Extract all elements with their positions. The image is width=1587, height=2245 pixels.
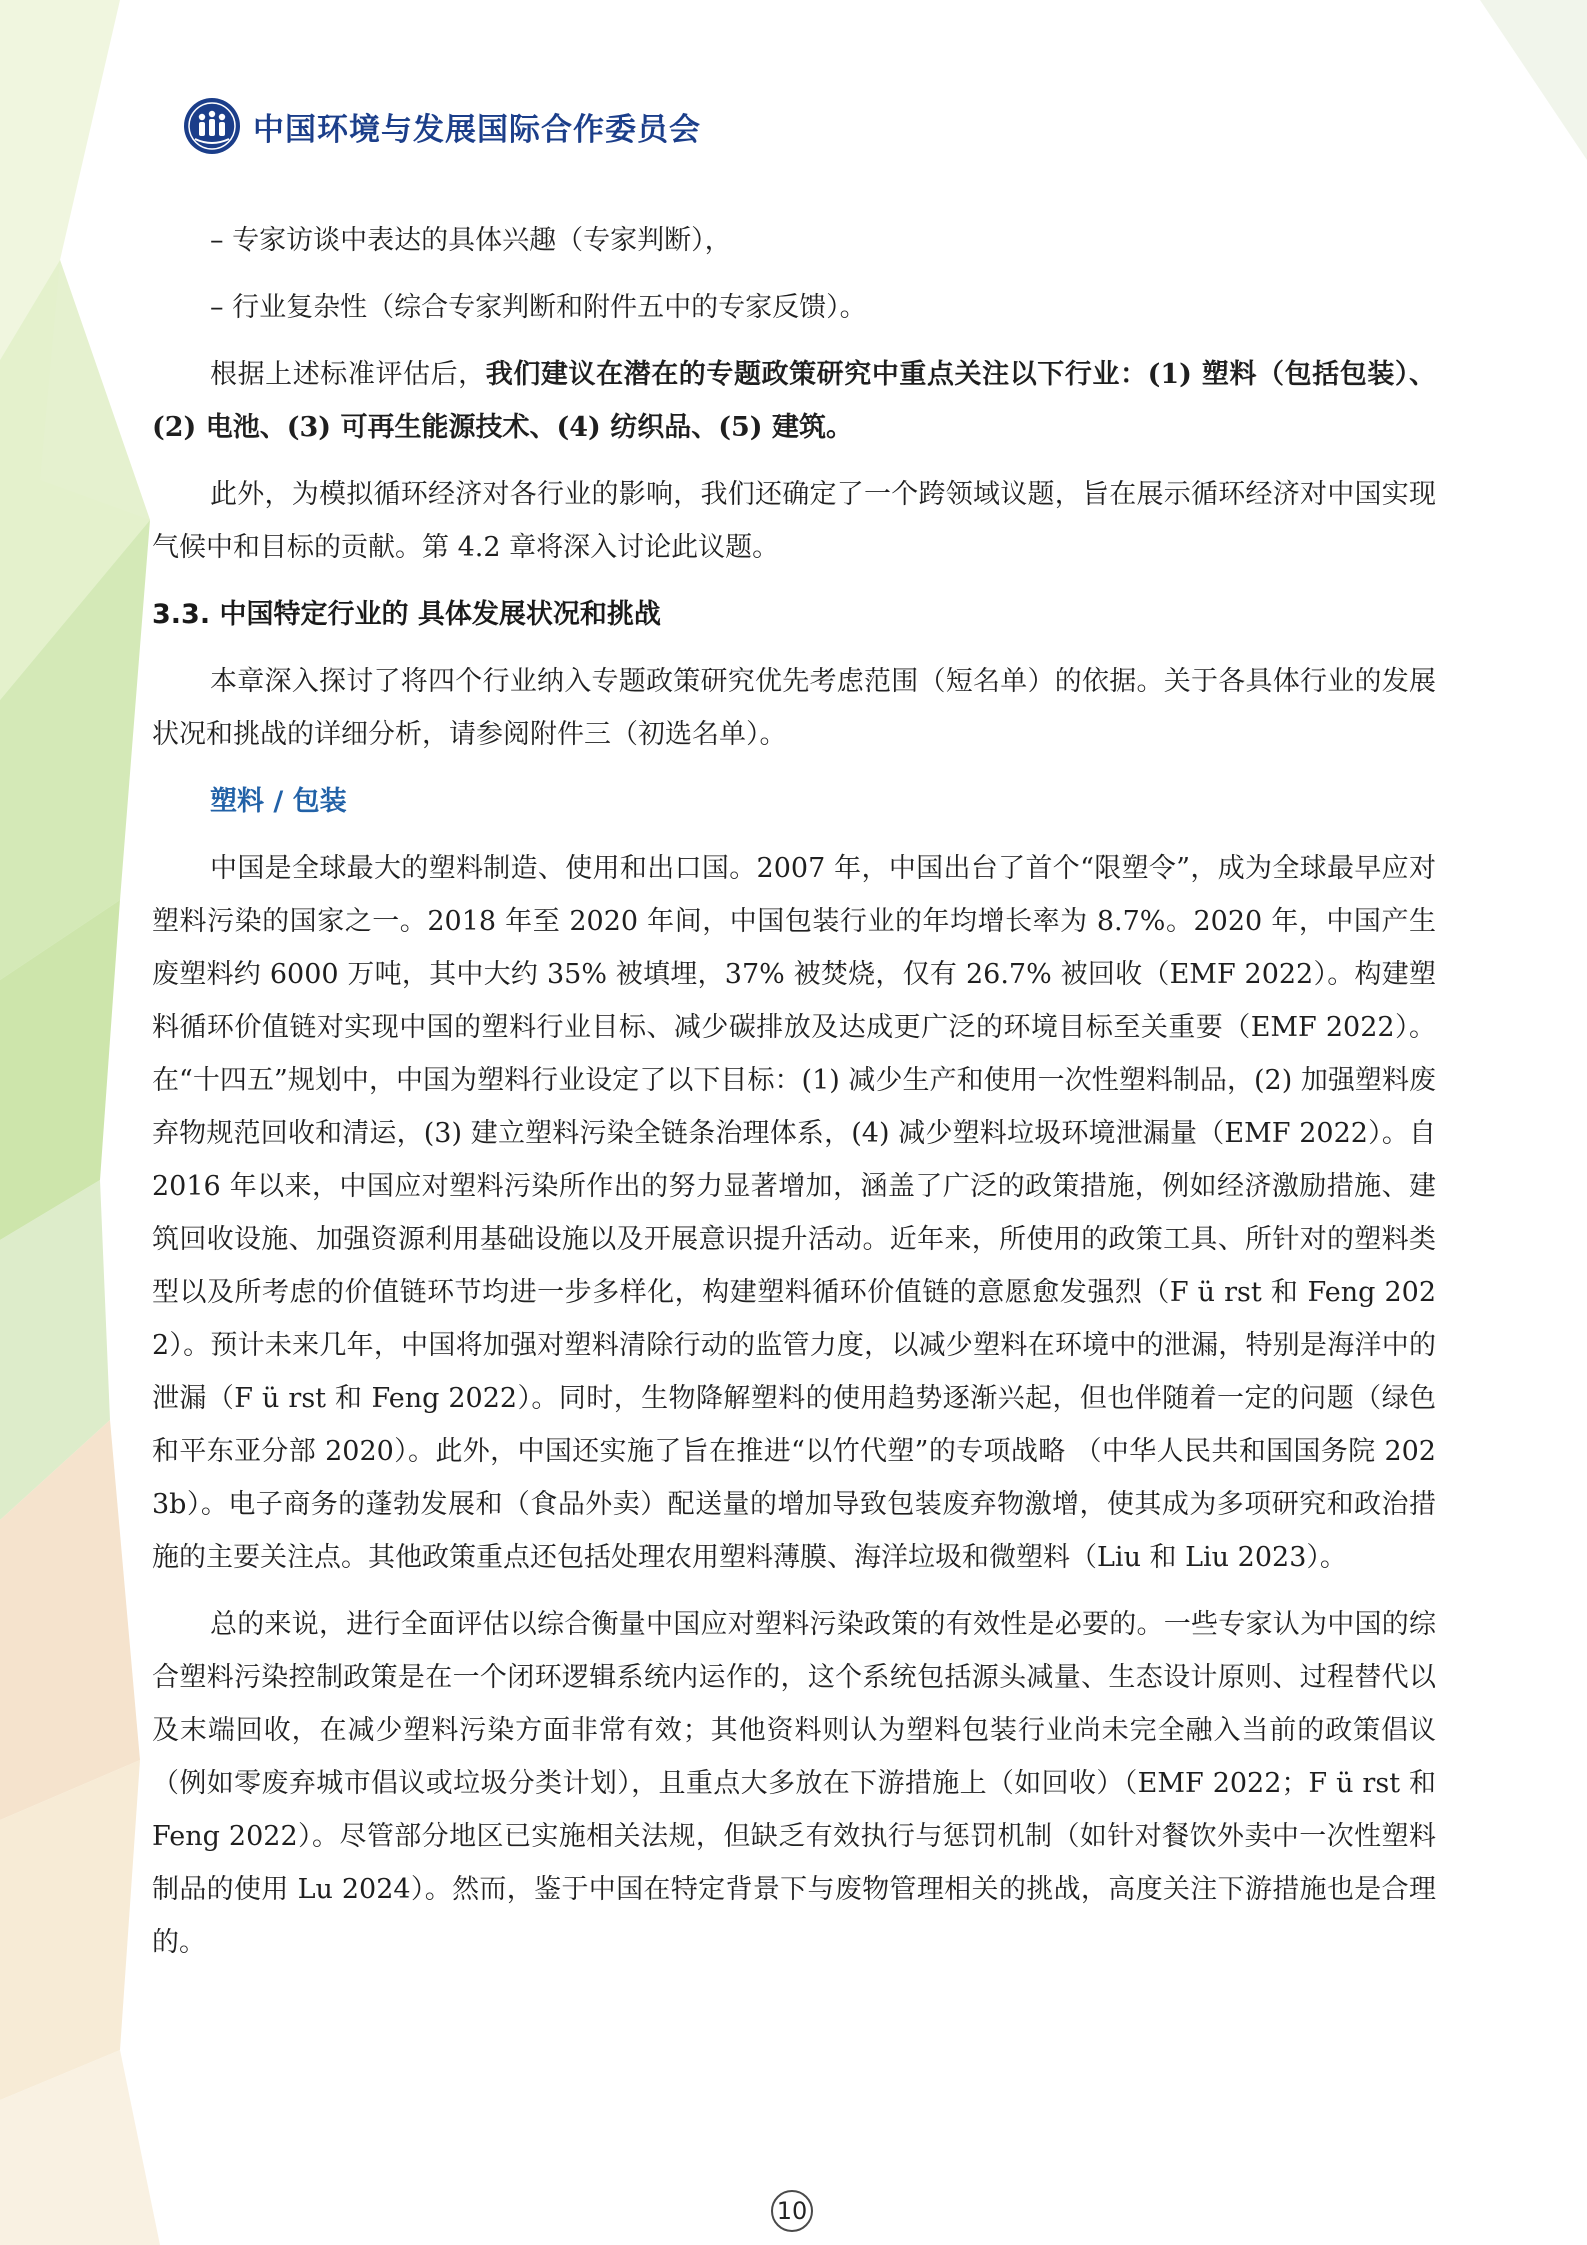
subsection-heading: 塑料 / 包装 [210, 786, 347, 817]
plastics-paragraph-1: 中国是全球最大的塑料制造、使用和出口国。2007 年，中国出台了首个“限塑令”，成为全球最早应对塑料污染的国家之一。2018 年至 2020 年间，中国包装行业的年均增长率为 8.7%。2020 年，中国产生废塑料约 6000 万吨，其中大约 35% 被填埋，37% 被焚烧，仅有 26.7% 被回收（EMF 2022）。构建塑料循环价值链对实现中国的塑料行业目标、减少碳排放及达成更广泛的环境目标至关重要（EMF 2022）。在“十四五”规划中，中国为塑料行业设定了以下目标：(1) 减少生产和使用一次性塑料制品，(2) 加强塑料废弃物规范回收和清运，(3) 建立塑料污染全链条治理体系，(4) 减少塑料垃圾环境泄漏量（EMF 2022）。自 2016 年以来，中国应对塑料污染所作出的努力显著增加，涵盖了广泛的政策措施，例如经济激励措施、建筑回收设施、加强资源利用基础设施以及开展意识提升活动。近年来，所使用的政策工具、所针对的塑料类型以及所考虑的价值链环节均进一步多样化，构建塑料循环价值链的意愿愈发强烈（F ü rst 和 Feng 2022）。预计未来几年，中国将加强对塑料清除行动的监管力度，以减少塑料在环境中的泄漏，特别是海洋中的泄漏（F ü rst 和 Feng 2022）。同时，生物降解塑料的使用趋势逐渐兴起，但也伴随着一定的问题（绿色和平东亚分部 2020）。此外，中国还实施了旨在推进“以竹代塑”的专项战略 （中华人民共和国国务院 2023b）。电子商务的蓬勃发展和（食品外卖）配送量的增加导致包装废弃物激增，使其成为多项研究和政治措施的主要关注点。其他政策重点还包括处理农用塑料薄膜、海洋垃圾和微塑料（Liu 和 Liu 2023）。 [152, 853, 1436, 1573]
bullet-item: – 行业复杂性（综合专家判断和附件五中的专家反馈）。 [210, 292, 867, 323]
section-intro-paragraph: 本章深入探讨了将四个行业纳入专题政策研究优先考虑范围（短名单）的依据。关于各具体行业的发展状况和挑战的详细分析，请参阅附件三（初选名单）。 [152, 666, 1436, 750]
section-heading: 3.3. 中国特定行业的 具体发展状况和挑战 [152, 599, 661, 630]
page-header [183, 96, 701, 156]
page-number: 10 [771, 2190, 813, 2232]
cciced-logo [183, 97, 241, 155]
org-name: 中国环境与发展国际合作委员会 [253, 111, 701, 148]
recommendation-lead: 根据上述标准评估后， [210, 359, 486, 390]
bullet-item: – 专家访谈中表达的具体兴趣（专家判断）， [210, 225, 732, 256]
cross-cutting-paragraph: 此外，为模拟循环经济对各行业的影响，我们还确定了一个跨领域议题，旨在展示循环经济对中国实现气候中和目标的贡献。第 4.2 章将深入讨论此议题。 [152, 479, 1436, 563]
document-body [152, 214, 1436, 1969]
recommendation-bold: 我们建议在潜在的专题政策研究中重点关注以下行业：(1) 塑料（包括包装）、(2) 电池、(3) 可再生能源技术、(4) 纺织品、(5) 建筑。 [152, 359, 1436, 443]
plastics-paragraph-2: 总的来说，进行全面评估以综合衡量中国应对塑料污染政策的有效性是必要的。一些专家认为中国的综合塑料污染控制政策是在一个闭环逻辑系统内运作的，这个系统包括源头减量、生态设计原则、过程替代以及末端回收，在减少塑料污染方面非常有效；其他资料则认为塑料包装行业尚未完全融入当前的政策倡议（例如零废弃城市倡议或垃圾分类计划），且重点大多放在下游措施上（如回收）（EMF 2022；F ü rst 和 Feng 2022）。尽管部分地区已实施相关法规，但缺乏有效执行与惩罚机制（如针对餐饮外卖中一次性塑料制品的使用 Lu 2024）。然而，鉴于中国在特定背景下与废物管理相关的挑战，高度关注下游措施也是合理的。 [152, 1609, 1436, 1958]
recommendation-paragraph [152, 348, 1436, 454]
